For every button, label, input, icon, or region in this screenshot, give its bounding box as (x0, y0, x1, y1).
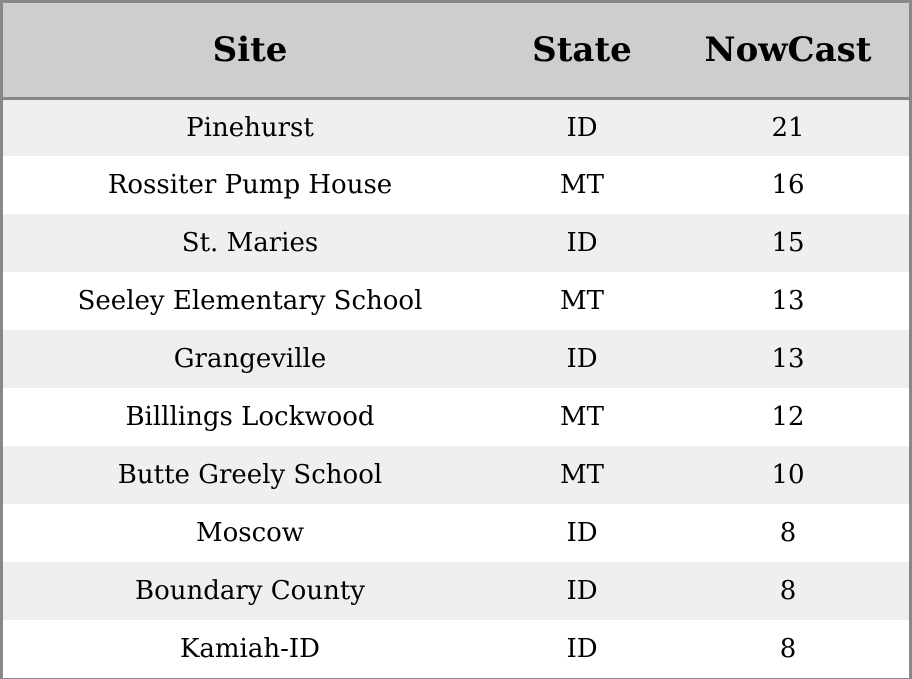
header-row (3, 3, 909, 98)
column-header-site: Site (212, 29, 288, 70)
table-row (3, 156, 909, 214)
table-body (3, 98, 909, 678)
nowcast-cell: 10 (771, 460, 805, 490)
nowcast-cell: 15 (771, 228, 805, 258)
table-row (3, 446, 909, 504)
state-cell: ID (566, 634, 598, 664)
nowcast-table (3, 3, 909, 678)
column-header-nowcast: NowCast (704, 29, 872, 70)
table-row (3, 330, 909, 388)
table-row (3, 98, 909, 156)
column-header-state: State (532, 29, 632, 70)
table-row (3, 504, 909, 562)
state-cell: ID (566, 112, 598, 143)
table-header (3, 3, 909, 98)
site-cell: Rossiter Pump House (107, 170, 393, 200)
state-cell: MT (560, 460, 604, 490)
site-cell: Billlings Lockwood (125, 402, 375, 432)
nowcast-cell: 12 (771, 402, 805, 432)
site-cell: Moscow (195, 518, 305, 548)
site-cell: Grangeville (173, 344, 327, 374)
site-cell: Kamiah-ID (179, 634, 321, 664)
state-cell: MT (560, 286, 604, 316)
state-cell: ID (566, 344, 598, 374)
nowcast-cell: 21 (771, 112, 805, 143)
nowcast-cell: 8 (779, 518, 797, 548)
site-cell: Seeley Elementary School (77, 286, 423, 316)
table-row (3, 620, 909, 678)
table-row (3, 562, 909, 620)
table-row (3, 214, 909, 272)
site-cell: Pinehurst (186, 112, 314, 143)
site-cell: Butte Greely School (117, 460, 383, 490)
state-cell: ID (566, 228, 598, 258)
site-cell: St. Maries (181, 228, 319, 258)
nowcast-cell: 13 (771, 286, 805, 316)
nowcast-cell: 8 (779, 634, 797, 664)
nowcast-cell: 8 (779, 576, 797, 606)
state-cell: MT (560, 170, 604, 200)
table-row (3, 388, 909, 446)
nowcast-cell: 13 (771, 344, 805, 374)
table-row (3, 272, 909, 330)
state-cell: ID (566, 576, 598, 606)
site-cell: Boundary County (135, 576, 365, 606)
state-cell: ID (566, 518, 598, 548)
state-cell: MT (560, 402, 604, 432)
nowcast-cell: 16 (771, 170, 805, 200)
